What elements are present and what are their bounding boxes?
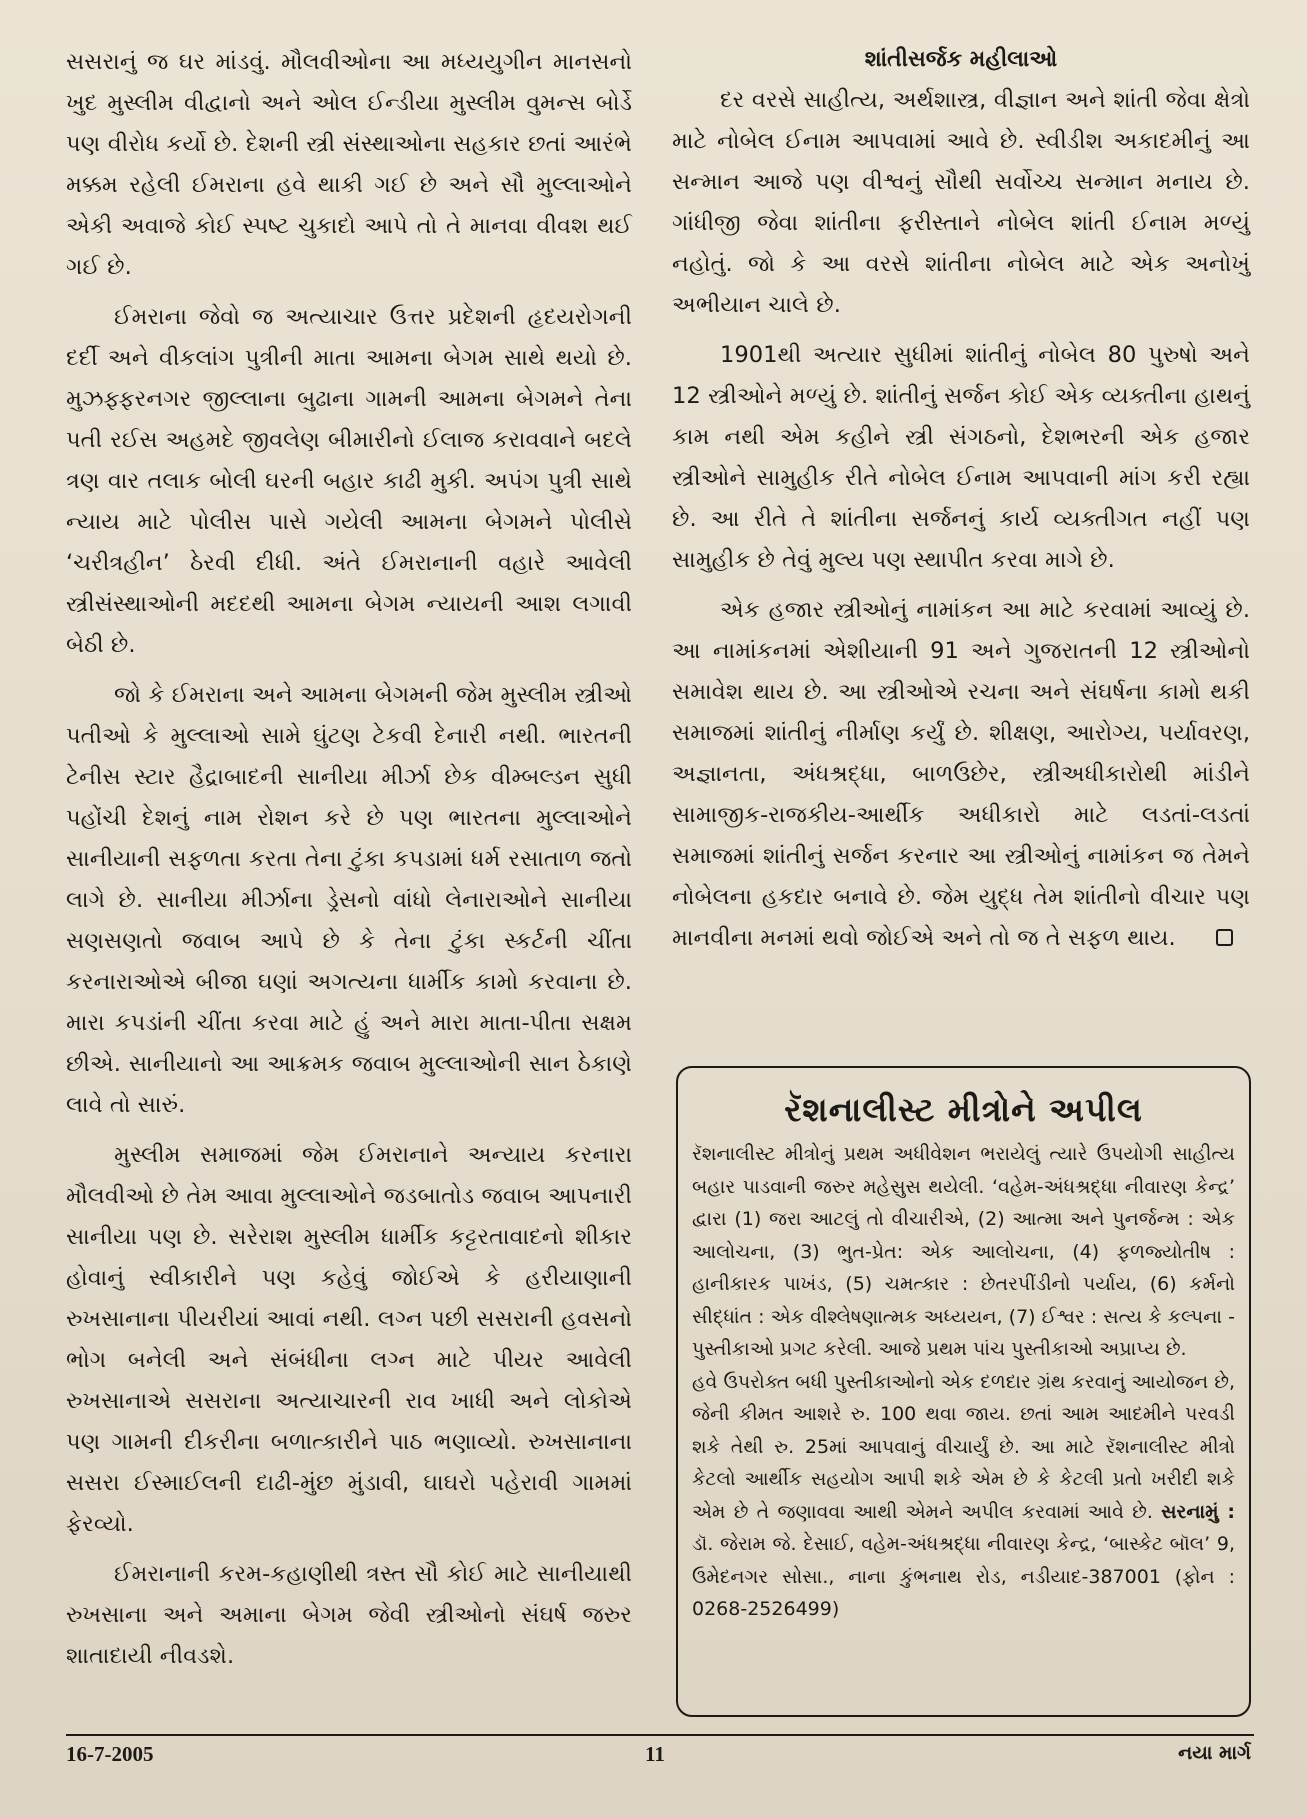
page-number: 11 xyxy=(645,1742,665,1766)
left-paragraph-4: મુસ્લીમ સમાજમાં જેમ ઈમરાનાને અન્યાય કરનારા મૌલવીઓ છે તેમ આવા મુલ્લાઓને જડબાતોડ જવાબ આપનારી સાનીયા પણ છે. સરેરાશ મુસ્લીમ ધાર્મીક કટ્ટરતાવાદનો શીકાર હોવાનું સ્વીકારીને પણ કહેવું જોઈએ કે હરીયાણાની રુખસાનાના પીયરીયાં આવાં નથી. લગ્ન પછી સસરાની હવસનો ભોગ બનેલી અને સંબંધીના લગ્ન માટે પીયર આવેલી રુખસાનાએ સસરાના અત્યાચારની રાવ ખાધી અને લોકોએ પણ ગામની દીકરીના બળાત્કારીને પાઠ ભણાવ્યો. રુખસાનાના સસરા ઈસ્માઈલની દાઢી-મુંછ મુંડાવી, ઘાઘરો પહેરાવી ગામમાં ફેરવ્યો. xyxy=(66,1142,632,1537)
footer-date: 16-7-2005 xyxy=(66,1742,154,1766)
appeal-paragraph-2 xyxy=(692,1366,1235,1626)
left-paragraph-2: ઈમરાના જેવો જ અત્યાચાર ઉત્તર પ્રદેશની હૃદયરોગની દર્દી અને વીકલાંગ પુત્રીની માતા આમના બેગમ સાથે થયો છે. મુઝફ્ફરનગર જીલ્લાના બુઢાના ગામની આમના બેગમને તેના પતી રઈસ અહમદે જીવલેણ બીમારીનો ઈલાજ કરાવવાને બદલે ત્રણ વાર તલાક બોલી ઘરની બહાર કાઢી મુકી. અપંગ પુત્રી સાથે ન્યાય માટે પોલીસ પાસે ગયેલી આમના બેગમને પોલીસે ‘ચરીત્રહીન’ ઠેરવી દીધી. અંતે ઈમરાનાની વહારે આવેલી સ્ત્રીસંસ્થાઓની મદદથી આમના બેગમ ન્યાયની આશ લગાવી બેઠી છે. xyxy=(66,304,632,658)
left-column xyxy=(66,42,632,1677)
appeal-paragraph-2-text: હવે ઉપરોક્ત બધી પુસ્તીકાઓનો એક દળદાર ગ્રંથ કરવાનું આયોજન છે, જેની કીમત આશરે રુ. 100 થવા જાય. છતાં આમ આદમીને પરવડી શકે તેથી રુ. 25માં આપવાનું વીચાર્યું છે. આ માટે રૅશનાલીસ્ટ મીત્રો કેટલો આર્થીક સહયોગ આપી શકે એમ છે કે કેટલી પ્રતો ખરીદી શકે એમ છે તે જણાવવા આથી એમને અપીલ કરવામાં આવે છે. xyxy=(692,1370,1235,1523)
right-paragraph-3 xyxy=(672,590,1250,959)
end-mark-icon xyxy=(1216,929,1233,946)
appeal-paragraph-1: રૅશનાલીસ્ટ મીત્રોનું પ્રથમ અધીવેશન ભરાયેલું ત્યારે ઉપયોગી સાહીત્ય બહાર પાડવાની જરુર મહેસુસ થયેલી. ‘વહેમ-અંધશ્રદ્ધા નીવારણ કેન્દ્ર’ દ્વારા (1) જરા આટલું તો વીચારીએ, (2) આત્મા અને પુનર્જન્મ : એક આલોચના, (3) ભુત-પ્રેત: એક આલોચના, (4) ફળજ્યોતીષ : હાનીકારક પાખંડ, (5) ચમત્કાર : છેતરપીંડીનો પર્યાય, (6) કર્મનો સીદ્ધાંત : એક વીશ્લેષણાત્મક અધ્યયન, (7) ઈશ્વર : સત્ય કે કલ્પના - પુસ્તીકાઓ પ્રગટ કરેલી. આજે પ્રથમ પાંચ પુસ્તીકાઓ અપ્રાપ્ય છે. xyxy=(692,1143,1235,1360)
address-text: ડૉ. જેરામ જે. દેસાઈ, વહેમ-અંધશ્રદ્ધા નીવારણ કેન્દ્ર, ‘બાસ્કેટ બૉલ’ 9, ઉમેદનગર સોસા., નાના કુંભનાથ રોડ, નડીયાદ-387001 (ફોન : 0268-2526499) xyxy=(692,1533,1235,1620)
left-paragraph-5: ઈમરાનાની કરમ-કહાણીથી ત્રસ્ત સૌ કોઈ માટે સાનીયાથી રુખસાના અને અમાના બેગમ જેવી સ્ત્રીઓનો સંઘર્ષ જરુર શાતાદાયી નીવડશે. xyxy=(66,1561,632,1669)
right-paragraph-1: દર વરસે સાહીત્ય, અર્થશાસ્ત્ર, વીજ્ઞાન અને શાંતી જેવા ક્ષેત્રો માટે નોબેલ ઈનામ આપવામાં આવે છે. સ્વીડીશ અકાદમીનું આ સન્માન આજે પણ વીશ્વનું સૌથી સર્વોચ્ચ સન્માન મનાય છે. ગાંધીજી જેવા શાંતીના ફરીસ્તાને નોબેલ શાંતી ઈનામ મળ્યું નહોતું. જો કે આ વરસે શાંતીના નોબેલ માટે એક અનોખું અભીયાન ચાલે છે. xyxy=(672,87,1250,318)
left-paragraph-1: સસરાનું જ ઘર માંડવું. મૌલવીઓના આ મધ્યયુગીન માનસનો ખુદ મુસ્લીમ વીદ્વાનો અને ઓલ ઈન્ડીયા મુસ્લીમ વુમન્સ બોર્ડે પણ વીરોધ કર્યો છે. દેશની સ્ત્રી સંસ્થાઓના સહકાર છતાં આરંભે મક્કમ રહેલી ઈમરાના હવે થાકી ગઈ છે અને સૌ મુલ્લાઓને એકી અવાજે કોઈ સ્પષ્ટ ચુકાદો આપે તો તે માનવા વીવશ થઈ ગઈ છે. xyxy=(66,49,632,280)
right-paragraph-2: 1901થી અત્યાર સુધીમાં શાંતીનું નોબેલ 80 પુરુષો અને 12 સ્ત્રીઓને મળ્યું છે. શાંતીનું સર્જન કોઈ એક વ્યક્તીના હાથનું કામ નથી એમ કહીને સ્ત્રી સંગઠનો, દેશભરની એક હજાર સ્ત્રીઓને સામુહીક રીતે નોબેલ ઈનામ આપવાની માંગ કરી રહ્યા છે. આ રીતે તે શાંતીના સર્જનનું કાર્ય વ્યક્તીગત નહીં પણ સામુહીક છે તેવું મુલ્ય પણ સ્થાપીત કરવા માગે છે. xyxy=(672,342,1250,573)
appeal-box xyxy=(676,1066,1251,1717)
right-column xyxy=(672,42,1250,959)
appeal-title: રૅશનાલીસ્ટ મીત્રોને અપીલ xyxy=(784,1090,1143,1129)
footer-divider xyxy=(66,1734,1254,1736)
left-paragraph-3: જો કે ઈમરાના અને આમના બેગમની જેમ મુસ્લીમ સ્ત્રીઓ પતીઓ કે મુલ્લાઓ સામે ઘુંટણ ટેકવી દેનારી નથી. ભારતની ટેનીસ સ્ટાર હૈદ્રાબાદની સાનીયા મીર્ઝા છેક વીમ્બલ્ડન સુધી પહોંચી દેશનું નામ રોશન કરે છે પણ ભારતના મુલ્લાઓને સાનીયાની સફળતા કરતા તેના ટુંકા કપડામાં ધર્મ રસાતાળ જતો લાગે છે. સાનીયા મીર્ઝાના ડ્રેસનો વાંધો લેનારાઓને સાનીયા સણસણતો જવાબ આપે છે કે તેના ટુંકા સ્કર્ટની ચીંતા કરનારાઓએ બીજા ઘણાં અગત્યના ધાર્મીક કામો કરવાના છે. મારા કપડાંની ચીંતા કરવા માટે હું અને મારા માતા-પીતા સક્ષમ છીએ. સાનીયાનો આ આક્રમક જવાબ મુલ્લાઓની સાન ઠેકાણે લાવે તો સારું. xyxy=(66,682,632,1118)
address-label: સરનામું : xyxy=(1161,1500,1235,1523)
section-title: શાંતીસર્જક મહીલાઓ xyxy=(864,47,1058,72)
right-paragraph-3-text: એક હજાર સ્ત્રીઓનું નામાંકન આ માટે કરવામાં આવ્યું છે. આ નામાંકનમાં એશીયાની 91 અને ગુજરાતની 12 સ્ત્રીઓનો સમાવેશ થાય છે. આ સ્ત્રીઓએ રચના અને સંઘર્ષના કામો થકી સમાજમાં શાંતીનું નીર્માણ કર્યું છે. શીક્ષણ, આરોગ્ય, પર્યાવરણ, અજ્ઞાનતા, અંધશ્રદ્ધા, બાળઉછેર, સ્ત્રીઅધીકારોથી માંડીને સામાજીક-રાજકીય-આર્થીક અધીકારો માટે લડતાં-લડતાં સમાજમાં શાંતીનું સર્જન કરનાર આ સ્ત્રીઓનું નામાંકન જ તેમને નોબેલના હકદાર બનાવે છે. જેમ યુદ્ધ તેમ શાંતીનો વીચાર પણ માનવીના મનમાં થવો જોઈએ અને તો જ તે સફળ થાય. xyxy=(672,597,1250,951)
publication-name: નયા માર્ગ xyxy=(1178,1742,1251,1764)
